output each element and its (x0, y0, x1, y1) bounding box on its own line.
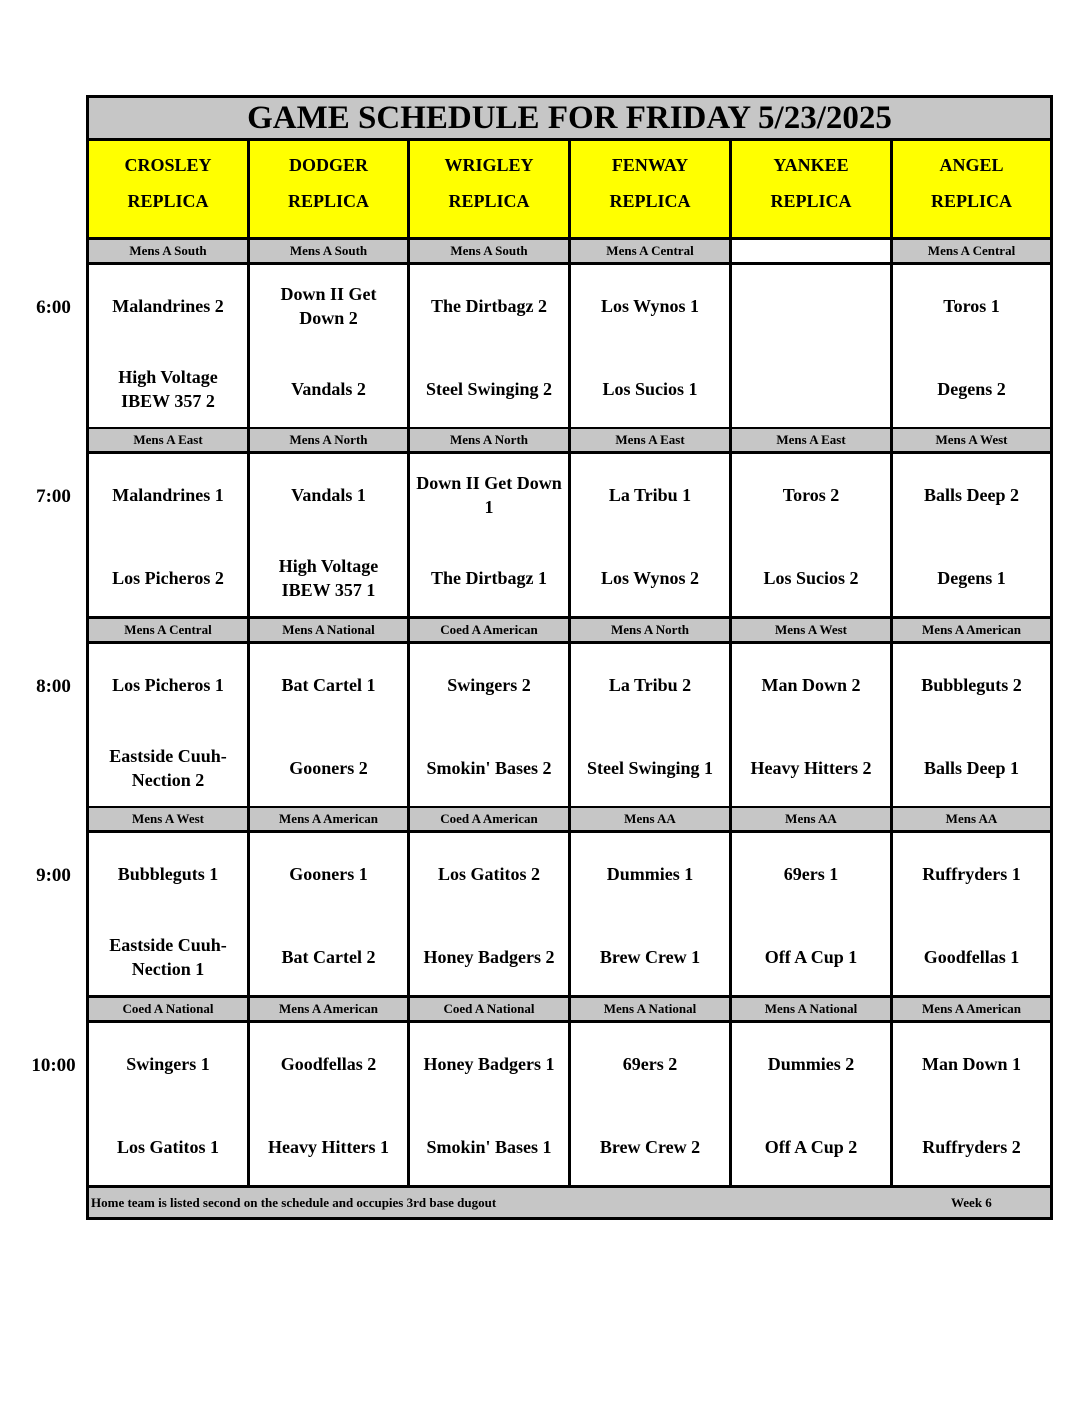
division-label: Mens AA (732, 808, 893, 833)
home-team: Bat Cartel 2 (281, 947, 376, 967)
game-cell (571, 454, 732, 619)
game-cell (571, 833, 732, 998)
division-label: Mens A American (250, 998, 410, 1023)
home-team: Steel Swinging 1 (586, 758, 714, 778)
time-column (0, 0, 88, 1408)
division-label: Coed A National (89, 998, 250, 1023)
home-team: High Voltage IBEW 357 2 (118, 367, 218, 411)
time-label: 6:00 (36, 297, 71, 318)
field-name: DODGER (288, 155, 368, 175)
division-label: Mens A National (250, 619, 410, 644)
game-cell (893, 265, 1050, 430)
home-team: Eastside Cuuh-Nection 2 (109, 746, 227, 790)
field-type: REPLICA (930, 191, 1012, 211)
game-cell (89, 833, 250, 998)
away-team: Swingers 1 (126, 1054, 210, 1074)
field-header (89, 141, 250, 240)
home-team: Brew Crew 2 (599, 1137, 701, 1157)
game-cell (410, 833, 571, 998)
game-cell (89, 644, 250, 809)
home-team: Smokin' Bases 1 (426, 1137, 552, 1157)
division-label (732, 240, 893, 265)
field-name: ANGEL (939, 155, 1004, 175)
game-cell (410, 265, 571, 430)
home-team: Los Gatitos 1 (116, 1137, 219, 1157)
home-team: Los Sucios 1 (602, 379, 698, 399)
division-label: Mens A National (732, 998, 893, 1023)
field-type: REPLICA (127, 191, 209, 211)
division-label: Mens A East (732, 429, 893, 454)
week-label: Week 6 (951, 1195, 992, 1210)
field-name: WRIGLEY (444, 155, 534, 175)
field-type: REPLICA (448, 191, 530, 211)
game-cell (410, 644, 571, 809)
home-team: Ruffryders 2 (922, 1137, 1021, 1157)
away-team: Swingers 2 (447, 675, 531, 695)
home-team: Los Picheros 2 (112, 568, 224, 588)
away-team: Goodfellas 2 (280, 1054, 377, 1074)
away-team: Down II Get Down 2 (280, 284, 377, 328)
away-team: Malandrines 1 (112, 485, 224, 505)
home-team: Goodfellas 1 (923, 947, 1020, 967)
time-label: 7:00 (36, 486, 71, 507)
home-team: Eastside Cuuh-Nection 1 (109, 935, 227, 979)
away-team: Toros 1 (943, 296, 1000, 316)
game-cell (571, 644, 732, 809)
game-cell (732, 833, 893, 998)
division-label: Mens A Central (571, 240, 732, 265)
field-type: REPLICA (287, 191, 369, 211)
home-team: Steel Swinging 2 (425, 379, 553, 399)
division-label: Mens A American (250, 808, 410, 833)
field-header (893, 141, 1050, 240)
home-team: Heavy Hitters 2 (750, 758, 872, 778)
division-label: Mens A South (89, 240, 250, 265)
home-team: Vandals 2 (291, 379, 366, 399)
away-team: Los Gatitos 2 (437, 864, 540, 884)
game-cell (893, 644, 1050, 809)
division-label: Mens A Central (893, 240, 1050, 265)
game-cell (250, 833, 410, 998)
away-team: Los Picheros 1 (112, 675, 224, 695)
away-team: Man Down 1 (921, 1054, 1021, 1074)
field-header (571, 141, 732, 240)
away-team: La Tribu 1 (608, 485, 692, 505)
field-name: YANKEE (773, 155, 849, 175)
division-label: Mens A National (571, 998, 732, 1023)
away-team: Honey Badgers 1 (423, 1054, 555, 1074)
time-label: 8:00 (36, 676, 71, 697)
footer-note: Home team is listed second on the schedule and occupies 3rd base dugout (91, 1195, 497, 1210)
away-team: Gooners 1 (289, 864, 368, 884)
division-label: Mens A East (89, 429, 250, 454)
home-team: Honey Badgers 2 (423, 947, 555, 967)
home-team: The Dirtbagz 1 (431, 568, 547, 588)
game-cell (250, 265, 410, 430)
game-cell (89, 1023, 250, 1188)
away-team: 69ers 1 (783, 864, 839, 884)
home-team (732, 366, 890, 412)
away-team: Bat Cartel 1 (281, 675, 376, 695)
away-team: Bubbleguts 1 (117, 864, 219, 884)
game-cell (250, 1023, 410, 1188)
away-team: Bubbleguts 2 (921, 675, 1022, 695)
schedule-table (86, 95, 1053, 1220)
game-cell (732, 644, 893, 809)
game-cell (250, 644, 410, 809)
home-team: Los Sucios 2 (763, 568, 859, 588)
division-label: Coed A American (410, 808, 571, 833)
home-team: Off A Cup 2 (764, 1137, 858, 1157)
division-label: Mens A North (410, 429, 571, 454)
away-team (732, 283, 890, 329)
away-team: La Tribu 2 (608, 675, 692, 695)
game-cell (732, 1023, 893, 1188)
away-team: Vandals 1 (291, 485, 366, 505)
game-cell (89, 265, 250, 430)
schedule-title: GAME SCHEDULE FOR FRIDAY 5/23/2025 (89, 98, 1050, 141)
field-header (250, 141, 410, 240)
game-cell (893, 1023, 1050, 1188)
game-cell (732, 265, 893, 430)
field-header (410, 141, 571, 240)
division-label: Mens A American (893, 619, 1050, 644)
game-cell (571, 265, 732, 430)
field-name: CROSLEY (124, 155, 212, 175)
home-team: Los Wynos 2 (600, 568, 700, 588)
away-team: 69ers 2 (622, 1054, 678, 1074)
division-label: Mens A East (571, 429, 732, 454)
away-team: Balls Deep 2 (923, 485, 1019, 505)
division-label: Coed A American (410, 619, 571, 644)
division-label: Mens A West (893, 429, 1050, 454)
home-team: Degens 2 (937, 379, 1006, 399)
away-team: The Dirtbagz 2 (431, 296, 547, 316)
home-team: Brew Crew 1 (599, 947, 701, 967)
game-cell (250, 454, 410, 619)
away-team: Los Wynos 1 (600, 296, 700, 316)
home-team: Off A Cup 1 (764, 947, 858, 967)
game-cell (732, 454, 893, 619)
division-label: Mens A West (89, 808, 250, 833)
division-label: Mens AA (571, 808, 732, 833)
away-team: Dummies 2 (767, 1054, 855, 1074)
field-header (732, 141, 893, 240)
division-label: Mens A North (250, 429, 410, 454)
game-cell (410, 1023, 571, 1188)
away-team: Dummies 1 (606, 864, 694, 884)
away-team: Man Down 2 (761, 675, 861, 695)
home-team: High Voltage IBEW 357 1 (278, 556, 379, 600)
game-cell (410, 454, 571, 619)
game-cell (893, 833, 1050, 998)
field-type: REPLICA (770, 191, 852, 211)
game-cell (571, 1023, 732, 1188)
home-team: Heavy Hitters 1 (268, 1137, 389, 1157)
away-team: Toros 2 (782, 485, 840, 505)
division-label: Coed A National (410, 998, 571, 1023)
game-cell (893, 454, 1050, 619)
division-label: Mens A West (732, 619, 893, 644)
division-label: Mens A American (893, 998, 1050, 1023)
field-name: FENWAY (611, 155, 689, 175)
field-type: REPLICA (609, 191, 691, 211)
division-label: Mens A Central (89, 619, 250, 644)
division-label: Mens A South (250, 240, 410, 265)
time-label: 9:00 (36, 865, 71, 886)
home-team: Gooners 2 (289, 758, 368, 778)
game-cell (89, 454, 250, 619)
home-team: Degens 1 (937, 568, 1006, 588)
home-team: Balls Deep 1 (923, 758, 1019, 778)
division-label: Mens A North (571, 619, 732, 644)
division-label: Mens A South (410, 240, 571, 265)
time-label: 10:00 (31, 1055, 76, 1076)
schedule-footer (89, 1188, 1050, 1217)
division-label: Mens AA (893, 808, 1050, 833)
away-team: Malandrines 2 (112, 296, 224, 316)
home-team: Smokin' Bases 2 (426, 758, 552, 778)
away-team: Ruffryders 1 (922, 864, 1021, 884)
away-team: Down II Get Down 1 (416, 473, 562, 517)
